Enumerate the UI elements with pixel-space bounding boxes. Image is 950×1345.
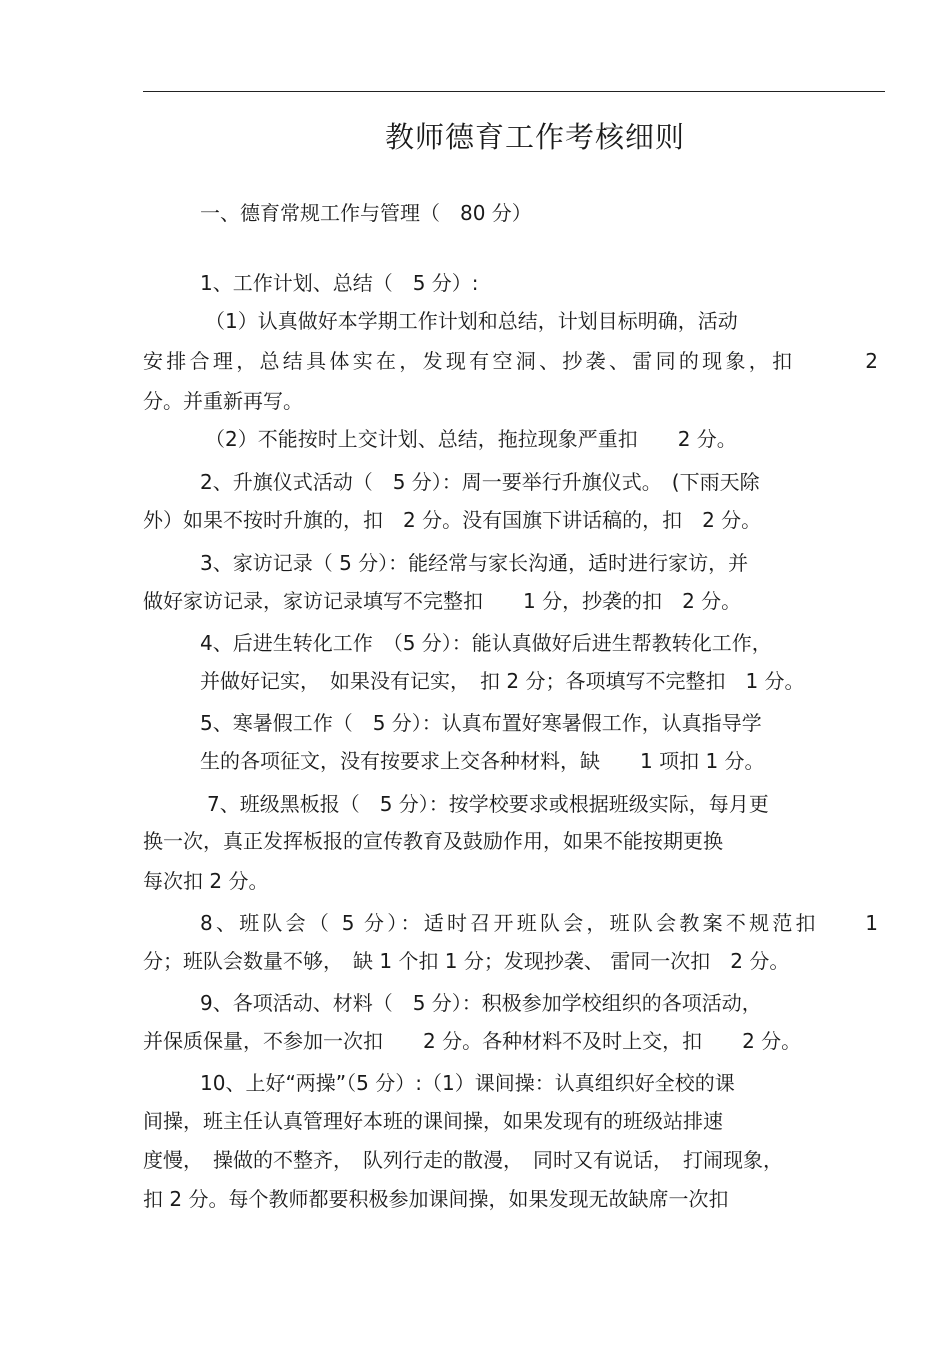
item-1-1-line-1: （1）认真做好本学期工作计划和总结，计划目标明确，活动 xyxy=(205,309,738,333)
item-9-line-2: 并保质保量，不参加一次扣 2 分。各种材料不及时上交，扣 2 分。 xyxy=(143,1029,802,1053)
item-1-heading: 1、工作计划、总结（ 5 分）: xyxy=(200,271,479,295)
item-2-line-1: 2、升旗仪式活动（ 5 分）：周一要举行升旗仪式。 (下雨天除 xyxy=(200,470,760,494)
item-3-line-1: 3、家访记录（ 5 分）：能经常与家长沟通，适时进行家访，并 xyxy=(200,551,749,575)
item-4-line-2: 并做好记实， 如果没有记实， 扣 2 分；各项填写不完整扣 1 分。 xyxy=(200,669,805,693)
item-2-line-2: 外）如果不按时升旗的，扣 2 分。没有国旗下讲话稿的，扣 2 分。 xyxy=(143,508,762,532)
item-10-line-4: 扣 2 分。每个教师都要积极参加课间操，如果发现无故缺席一次扣 xyxy=(143,1187,729,1211)
item-3-line-2: 做好家访记录，家访记录填写不完整扣 1 分，抄袭的扣 2 分。 xyxy=(143,589,742,613)
item-7-line-2: 换一次，真正发挥板报的宣传教育及鼓励作用，如果不能按期更换 xyxy=(143,829,723,853)
item-7-line-1: 7、班级黑板报（ 5 分）：按学校要求或根据班级实际，每月更 xyxy=(207,792,769,816)
item-10-line-2: 间操，班主任认真管理好本班的课间操，如果发现有的班级站排速 xyxy=(143,1109,723,1133)
item-8-line-1: 8、班队会（ 5 分）：适时召开班队会，班队会教案不规范扣 1 xyxy=(200,911,878,935)
item-5-line-1: 5、寒暑假工作（ 5 分）：认真布置好寒暑假工作，认真指导学 xyxy=(200,711,762,735)
item-5-line-2: 生的各项征文，没有按要求上交各种材料，缺 1 项扣 1 分。 xyxy=(200,749,765,773)
header-rule xyxy=(143,91,885,92)
item-8-line-2: 分；班队会数量不够， 缺 1 个扣 1 分；发现抄袭、 雷同一次扣 2 分。 xyxy=(143,949,790,973)
item-9-line-1: 9、各项活动、材料（ 5 分）：积极参加学校组织的各项活动， xyxy=(200,991,762,1015)
item-1-1-line-3: 分。并重新再写。 xyxy=(143,389,303,413)
item-4-line-1: 4、后进生转化工作 （5 分）：能认真做好后进生帮教转化工作， xyxy=(200,631,772,655)
item-10-line-3: 度慢， 操做的不整齐， 队列行走的散漫， 同时又有说话， 打闹现象， xyxy=(143,1148,783,1172)
page-title: 教师德育工作考核细则 xyxy=(384,120,685,154)
item-1-1-line-2: 安排合理，总结具体实在，发现有空洞、抄袭、雷同的现象，扣 2 xyxy=(143,349,878,373)
item-1-2: （2）不能按时上交计划、总结，拖拉现象严重扣 2 分。 xyxy=(205,427,737,451)
item-10-line-1: 10、上好“两操”（5 分）:（1）课间操：认真组织好全校的课 xyxy=(200,1071,735,1095)
item-7-line-3: 每次扣 2 分。 xyxy=(143,869,269,893)
section-heading: 一、德育常规工作与管理（ 80 分） xyxy=(200,201,532,225)
